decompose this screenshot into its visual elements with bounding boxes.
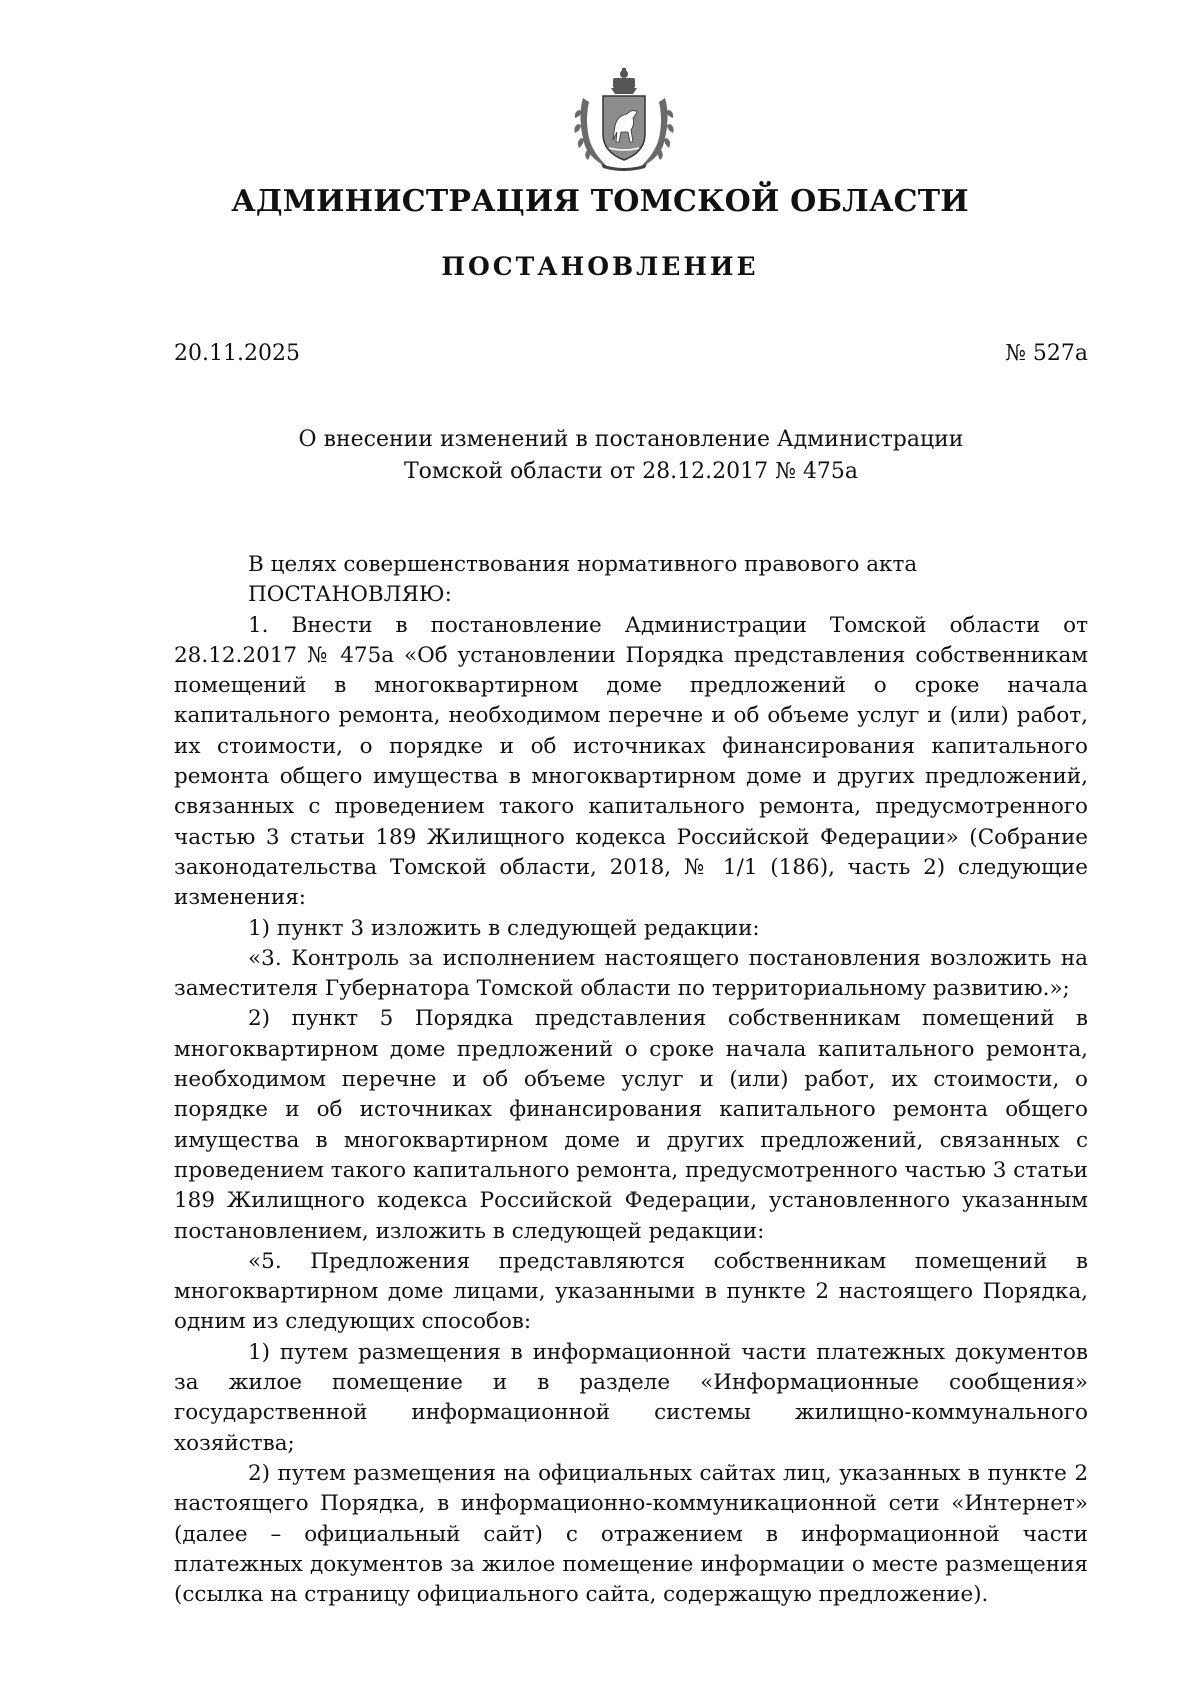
document-subject bbox=[174, 424, 1088, 488]
point-5-paragraph: «5. Предложения представляются собственникам помещений в многоквартирном доме лицами, указанными в пункте 2 настоящего Порядка, одним из следующих способов: bbox=[174, 1248, 1088, 1335]
intro-paragraph: В целях совершенствования нормативного правового акта bbox=[248, 552, 918, 577]
document-number: № 527а bbox=[1005, 341, 1088, 366]
subject-line-1: О внесении изменений в постановление Администрации bbox=[298, 427, 964, 452]
point-5-method-1-paragraph: 1) путем размещения в информационной части платежных документов за жилое помещение и в разделе «Информационные сообщения» государственной информационной системы жилищно-коммунального хозяйства; bbox=[174, 1339, 1088, 1456]
subitem-1-paragraph: 1) пункт 3 изложить в следующей редакции: bbox=[248, 915, 760, 941]
item-1-paragraph: 1. Внести в постановление Администрации Томской области от 28.12.2017 № 475а «Об установлении Порядка представления собственникам помещений в многоквартирном доме предложений о сроке начала капитального ремонта, необходимом перечне и об объеме услуг и (или) работ, их стоимости, о порядке и об источниках финансирования капитального ремонта общего имущества в многоквартирном доме и других предложений, связанных с проведением такого капитального ремонта, предусмотренного частью 3 статьи 189 Жилищного кодекса Российской Федерации» (Собрание законодательства Томской области, 2018, № 1/1 (186), часть 2) следующие изменения: bbox=[174, 612, 1088, 911]
tomsk-coat-of-arms-icon bbox=[573, 68, 675, 174]
subitem-2-paragraph: 2) пункт 5 Порядка представления собственникам помещений в многоквартирном доме предложений о сроке начала капитального ремонта, необходимом перечне и об объеме услуг и (или) работ, их стоимости, о порядке и об источниках финансирования капитального ремонта общего имущества в многоквартирном доме и других предложений, связанных с проведением такого капитального ремонта, предусмотренного частью 3 статьи 189 Жилищного кодекса Российской Федерации, установленного указанным постановлением, изложить в следующей редакции: bbox=[174, 1006, 1088, 1244]
subject-line-2: Томской области от 28.12.2017 № 475а bbox=[403, 459, 859, 484]
subitem-1-text-paragraph: «3. Контроль за исполнением настоящего постановления возложить на заместителя Губернатора Томской области по территориальному развитию.»; bbox=[174, 945, 1088, 1002]
organization-title: АДМИНИСТРАЦИЯ ТОМСКОЙ ОБЛАСТИ bbox=[231, 184, 969, 219]
document-date: 20.11.2025 bbox=[174, 341, 300, 366]
decree-word: ПОСТАНОВЛЯЮ: bbox=[248, 582, 452, 608]
document-body bbox=[174, 550, 1088, 1610]
document-type: ПОСТАНОВЛЕНИЕ bbox=[441, 252, 759, 281]
point-5-method-2-paragraph: 2) путем размещения на официальных сайтах лиц, указанных в пункте 2 настоящего Порядка, в информационно-коммуникационной сети «Интернет» (далее – официальный сайт) с отражением в информационной части платежных документов за жилое помещение информации о месте размещения (ссылка на страницу официального сайта, содержащую предложение). bbox=[174, 1460, 1088, 1608]
